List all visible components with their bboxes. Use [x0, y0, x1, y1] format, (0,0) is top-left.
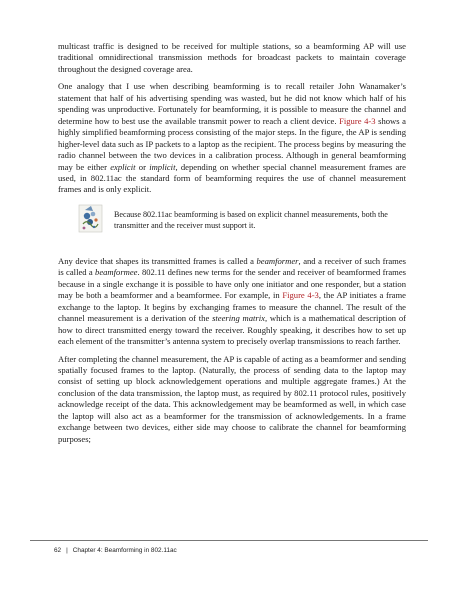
paragraph-2-text-d: , depending on whether special channel measurement frames are used, in 802.11ac the standard form of beamforming requires the use of channel measurement frames and is only explicit. [58, 161, 406, 195]
tip-note-text: Because 802.11ac beamforming is based on explicit channel measurements, both the transmitter and the receiver must support it. [114, 209, 388, 230]
term-explicit: explicit [110, 161, 136, 172]
footer-divider [30, 540, 428, 541]
paragraph-3-text-b: , and a receiver of such frames is called a [58, 255, 406, 278]
footer-separator: | [66, 547, 68, 554]
tip-icon [78, 204, 104, 234]
paragraph-1 [58, 41, 406, 75]
page-number: 62 [54, 547, 62, 554]
paragraph-3-text-d: , the AP initiates a frame exchange to the laptop. It begins by exchanging frames to measure the channel. The result of the channel measurement is a derivation of the [58, 290, 406, 324]
figure-4-3-link[interactable]: Figure 4-3 [339, 115, 376, 126]
term-beamformer: beamformer [256, 255, 299, 266]
paragraph-1-text: multicast traffic is designed to be received for multiple stations, so a beamforming AP will use traditional omnidirectional transmission methods for broadcast packets to maintain coverage throughout the designed coverage area. [58, 41, 406, 74]
paragraph-2-text-c: or [135, 161, 150, 172]
page-body [58, 41, 406, 451]
paragraph-2 [58, 81, 406, 196]
paragraph-2-text-a: One analogy that I use when describing beamforming is to recall retailer John Wanamaker’s statement that half of his advertising spending was wasted, but he did not know which half of his spending was unproductive. Fortunately for beamforming, it is possible to measure the channel and determine how to best use the available transmit power to reach a client device. [58, 81, 406, 126]
paragraph-2-text-b: shows a highly simplified beamforming process consisting of the major steps. In the figure, the AP is sending higher-level data such as IP packets to a laptop as the recipient. The process begins by measuring the radio channel between the two devices in a calibration process. Although in general beamforming may be either [58, 115, 406, 172]
tip-note [58, 206, 406, 242]
footer-text [54, 547, 177, 554]
term-implicit: implicit [149, 161, 176, 172]
page-footer [0, 540, 457, 560]
paragraph-4 [58, 354, 406, 446]
figure-4-3-link-2[interactable]: Figure 4-3 [282, 290, 319, 301]
paragraph-4-text: After completing the channel measurement, the AP is capable of acting as a beamformer and sending spatially focused frames to the laptop. (Naturally, the process of sending data to the laptop may consist of setting up block acknowledgement operations and multiple aggregate frames.) At the conclusion of the data transmission, the laptop must, as required by 802.11 protocol rules, positively acknowledge receipt of the data. This acknowledgement may be beamformed as well, in which case the laptop will also act as a beamformer for the transmission of acknowledgements. In a frame exchange between two devices, either side may choose to calibrate the channel for beamforming purposes; [58, 353, 406, 444]
term-beamformee: beamformee [95, 267, 138, 278]
chapter-title: Chapter 4: Beamforming in 802.11ac [72, 547, 177, 554]
term-steering-matrix: steering matrix [212, 313, 265, 324]
paragraph-3-text-a: Any device that shapes its transmitted frames is called a [58, 255, 257, 266]
paragraph-3 [58, 256, 406, 348]
paragraph-3-text-e: , which is a mathematical description of how to direct transmitted energy toward the receiver. Roughly speaking, it describes how to set up each element of the transmitter’s antenna system to precisely overlap transmissions to reach farther. [58, 313, 406, 347]
paragraph-3-text-c: . 802.11 defines new terms for the sender and receiver of beamformed frames because in a single exchange it is possible to have only one initiator and one responder, but a station may be both a beamformer and a beamformee. For example, in [58, 267, 406, 301]
